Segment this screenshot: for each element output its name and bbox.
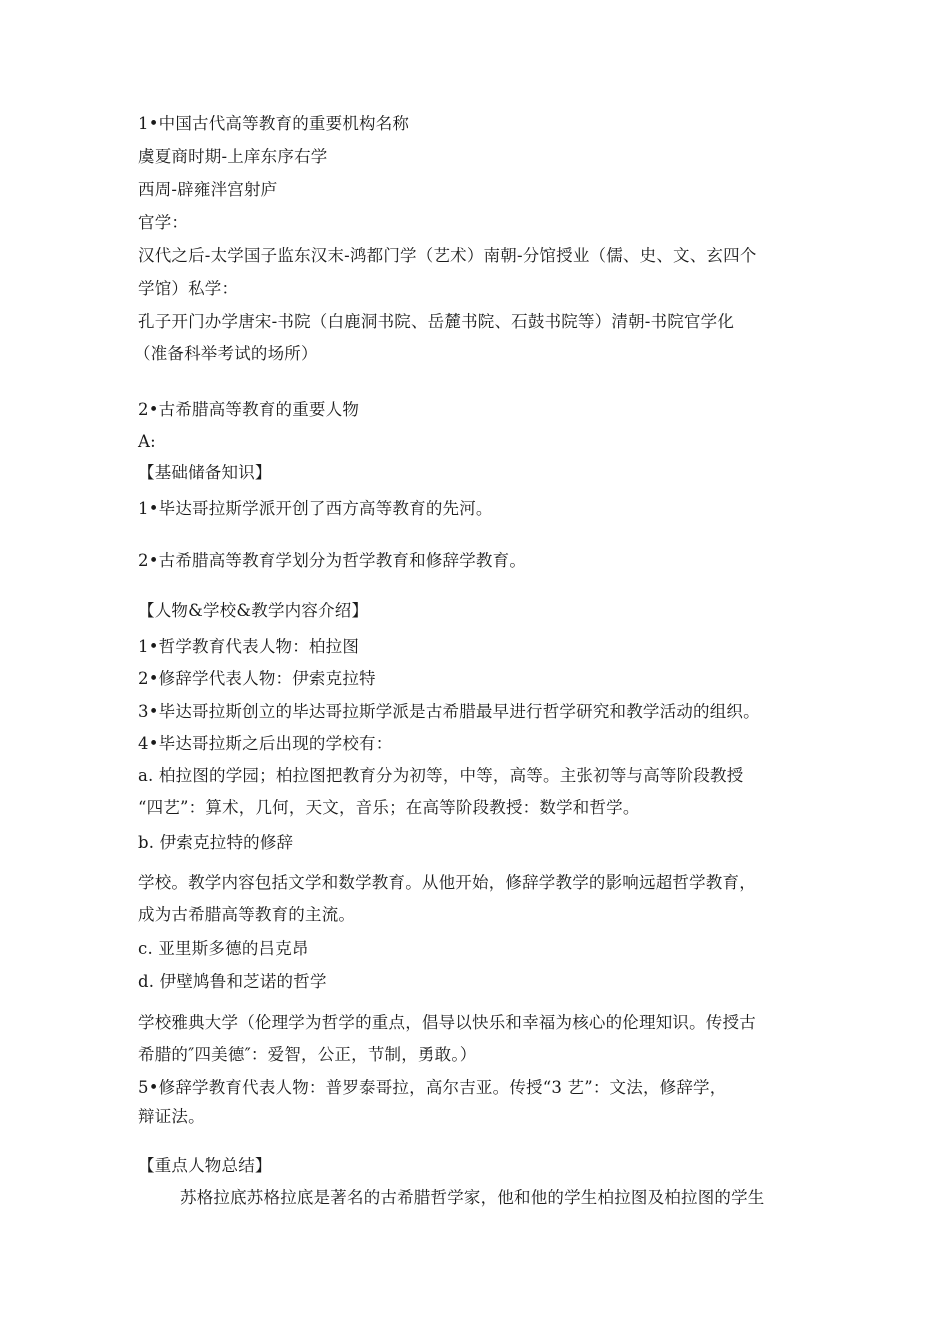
intro-line-c: c. 亚里斯多德的吕克昂	[138, 939, 309, 958]
intro-line-a-cont: “四艺”：算术，几何，天文，音乐；在高等阶段教授：数学和哲学。	[138, 798, 640, 817]
basic-knowledge-title: 【基础储备知识】	[138, 463, 272, 482]
intro-line-5: 5•修辞学教育代表人物：普罗泰哥拉，高尔吉亚。传授“3 艺”：文法，修辞学，	[138, 1078, 727, 1097]
intro-line-3: 3•毕达哥拉斯创立的毕达哥拉斯学派是古希腊最早进行哲学研究和教学活动的组织。	[138, 702, 760, 721]
summary-title: 【重点人物总结】	[138, 1156, 272, 1175]
section1-line-western-zhou: 西周-辟雍泮宫射庐	[138, 180, 278, 199]
intro-line-b-cont2: 成为古希腊高等教育的主流。	[138, 905, 356, 924]
summary-text: 苏格拉底苏格拉底是著名的古希腊哲学家，他和他的学生柏拉图及柏拉图的学生	[180, 1188, 765, 1207]
intro-line-b-cont: 学校。教学内容包括文学和数学教育。从他开始，修辞学教学的影响远超哲学教育，	[138, 873, 756, 892]
intro-line-d-cont: 学校雅典大学（伦理学为哲学的重点，倡导以快乐和幸福为核心的伦理知识。传授古	[138, 1013, 756, 1032]
section2-heading: 2•古希腊高等教育的重要人物	[138, 400, 360, 419]
intro-line-2: 2•修辞学代表人物：伊索克拉特	[138, 669, 376, 688]
intro-line-a: a. 柏拉图的学园；柏拉图把教育分为初等，中等，高等。主张初等与高等阶段教授	[138, 766, 744, 785]
intro-line-d-cont2: 希腊的″四美德″：爱智，公正，节制，勇敢。）	[138, 1045, 477, 1064]
section1-line-confucius: 孔子开门办学唐宋-书院（白鹿洞书院、岳麓书院、石鼓书院等）清朝-书院官学化	[138, 312, 735, 331]
intro-title: 【人物&学校&教学内容介绍】	[138, 601, 369, 620]
section2-sub-a: A:	[138, 432, 156, 451]
section1-line-exam-place: （准备科举考试的场所）	[134, 344, 318, 363]
basic-item-2: 2•古希腊高等教育学划分为哲学教育和修辞学教育。	[138, 551, 527, 570]
section1-line-private-school: 学馆）私学：	[138, 279, 239, 298]
section1-line-han-dynasty: 汉代之后-太学国子监东汉末-鸿都门学（艺术）南朝-分馆授业（儒、史、文、玄四个	[138, 246, 757, 265]
intro-line-5-cont: 辩证法。	[138, 1107, 205, 1126]
basic-item-1: 1•毕达哥拉斯学派开创了西方高等教育的先河。	[138, 499, 493, 518]
section1-line-official-school: 官学：	[138, 213, 189, 232]
intro-line-b: b. 伊索克拉特的修辞	[138, 833, 294, 852]
section1-heading: 1•中国古代高等教育的重要机构名称	[138, 114, 410, 133]
section1-line-xia-shang: 虞夏商时期-上庠东序右学	[138, 147, 328, 166]
intro-line-4: 4•毕达哥拉斯之后出现的学校有：	[138, 734, 393, 753]
intro-line-d: d. 伊壁鸠鲁和芝诺的哲学	[138, 972, 327, 991]
intro-line-1: 1•哲学教育代表人物：柏拉图	[138, 637, 360, 656]
